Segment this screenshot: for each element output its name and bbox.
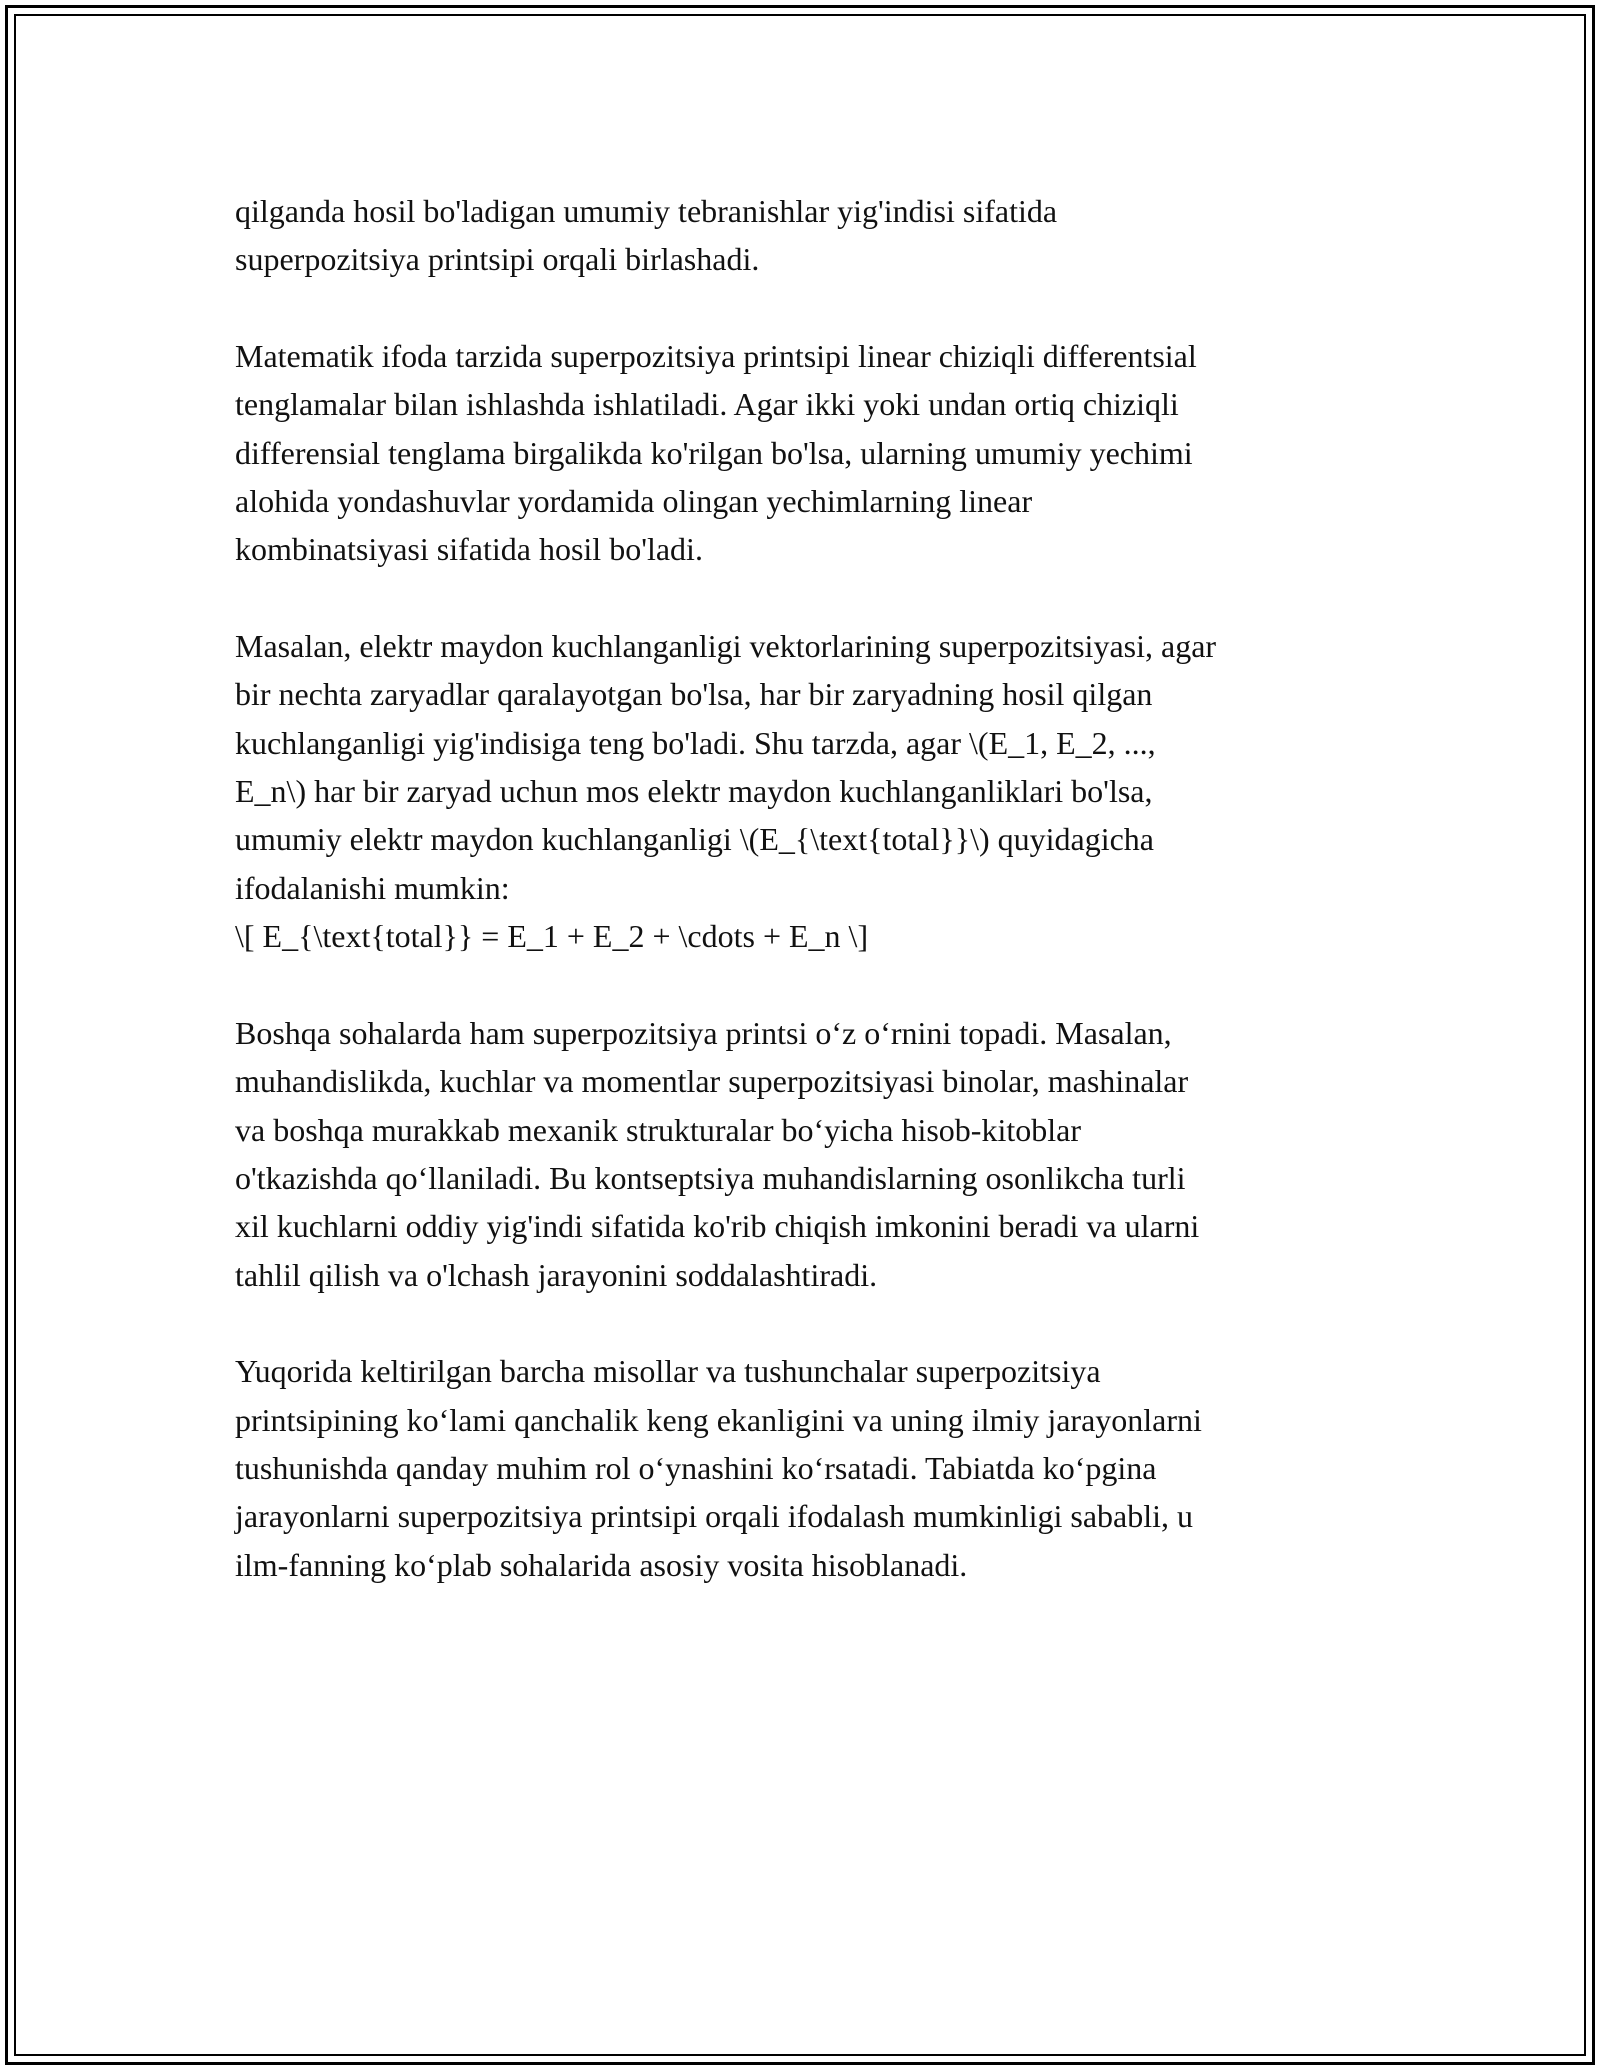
paragraph-1: qilganda hosil bo'ladigan umumiy tebranishlar yig'indisi sifatida superpozitsiya printsipi orqali birlashadi. [235,193,1058,278]
paragraph-4: Boshqa sohalarda ham superpozitsiya printsi oʻz oʻrnini topadi. Masalan, muhandislikda, kuchlar va momentlar superpozitsiyasi binolar, mashinalar va boshqa murakkab mexanik strukturalar boʻyicha hisob-kitoblar o'tkazishda qoʻllaniladi. Bu kontseptsiya muhandislarning osonlikcha turli xil kuchlarni oddiy yig'indi sifatida ko'rib chiqish imkonini beradi va ularni tahlil qilish va o'lchash jarayonini soddalashtiradi. [235,1014,1200,1293]
paragraph-5: Yuqorida keltirilgan barcha misollar va tushunchalar superpozitsiya printsipining koʻlami qanchalik keng ekanligini va uning ilmiy jarayonlarni tushunishda qanday muhim rol oʻynashini koʻrsatadi. Tabiatda koʻpgina jarayonlarni superpozitsiya printsipi orqali ifodalash mumkinligi sababli, u ilm-fanning koʻplab sohalarida asosiy vosita hisoblanadi. [235,1353,1202,1583]
paragraph-3: Masalan, elektr maydon kuchlanganligi vektorlarining superpozitsiyasi, agar bir nechta zaryadlar qaralayotgan bo'lsa, har bir zaryadning hosil qilgan kuchlanganligi yig'indisiga teng bo'ladi. Shu tarzda, agar \(E_1, E_2, ..., E_n\) har bir zaryad uchun mos elektr maydon kuchlanganliklari bo'lsa, umumiy elektr maydon kuchlanganligi \(E_{\text{total}}\) quyidagicha ifodalanishi mumkin: \[ E_{\text{total}} = E_1 + E_2 + \cdots + E_n \] [235,627,1217,955]
document-body [235,187,1385,1637]
paragraph-2: Matematik ifoda tarzida superpozitsiya printsipi linear chiziqli differentsial tenglamalar bilan ishlashda ishlatiladi. Agar ikki yoki undan ortiq chiziqli differensial tenglama birgalikda ko'rilgan bo'lsa, ularning umumiy yechimi alohida yondashuvlar yordamida olingan yechimlarning linear kombinatsiyasi sifatida hosil bo'ladi. [235,337,1197,568]
